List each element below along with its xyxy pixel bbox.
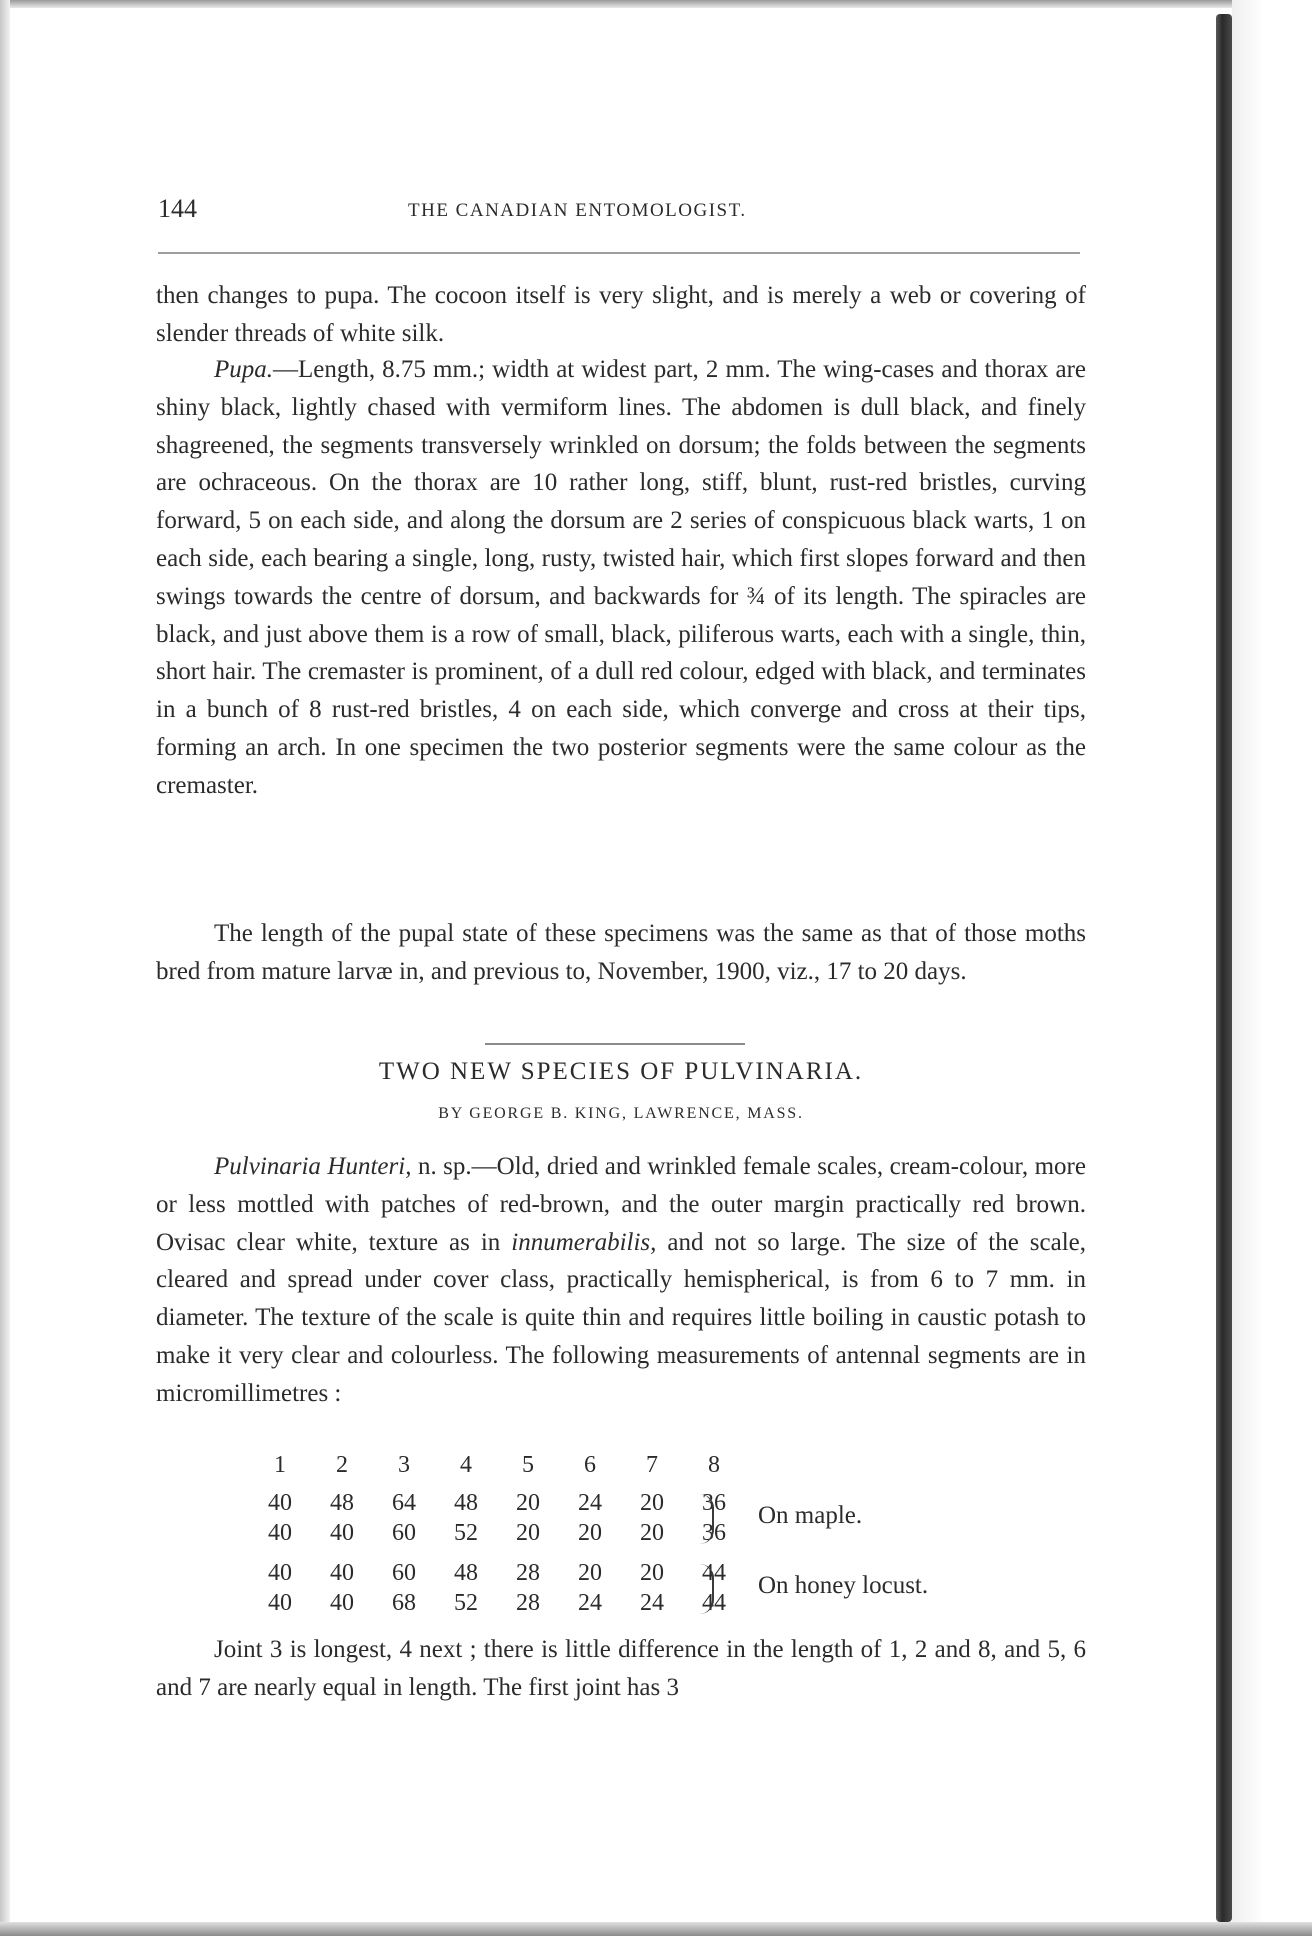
article-title: TWO NEW SPECIES OF PULVINARIA.: [378, 1058, 864, 1085]
header-cell: 8: [708, 1452, 720, 1478]
species-text-a: n. sp.—Old, dried and wrinkled female scales, cream-colour, more or less mottled with patches of red-brown, and the outer margin practically red brown. Ovisac clear white, texture as in: [156, 1153, 1086, 1256]
paragraph-cocoon-text: then changes to pupa. The cocoon itself is very slight, and is merely a web or covering of slender threads of white silk.: [156, 282, 1086, 347]
book-spine: [1216, 14, 1232, 1922]
table-row: [250, 1490, 750, 1520]
table-cell: 20: [640, 1520, 664, 1546]
table-cell: 40: [330, 1590, 354, 1616]
header-cell: 1: [274, 1452, 286, 1478]
table-cell: 24: [640, 1590, 664, 1616]
table-cell: 28: [516, 1590, 540, 1616]
table-row: [250, 1520, 750, 1550]
table-cell: 20: [640, 1490, 664, 1516]
group-label-honey-locust: On honey locust.: [758, 1572, 929, 1599]
table-cell: 40: [268, 1560, 292, 1586]
header-rule: [158, 252, 1080, 254]
section-divider: [485, 1043, 745, 1045]
header-cell: 6: [584, 1452, 596, 1478]
table-cell: 36: [702, 1520, 726, 1546]
scan-left-edge: [0, 0, 10, 1936]
species-name: Pulvinaria Hunteri,: [214, 1153, 412, 1180]
table-cell: 64: [392, 1490, 416, 1516]
table-cell: 24: [578, 1490, 602, 1516]
table-cell: 60: [392, 1560, 416, 1586]
table-cell: 48: [330, 1490, 354, 1516]
group-brace: [698, 1564, 714, 1614]
header-cell: 5: [522, 1452, 534, 1478]
journal-title: THE CANADIAN ENTOMOLOGIST.: [408, 200, 747, 221]
pupa-label: Pupa.: [214, 356, 274, 383]
table-header-row: [250, 1452, 750, 1482]
species-text-b: and not so large. The size of the scale, cleared and spread under cover class, practically hemispherical, is from 6 to 7 mm. in diameter. The texture of the scale is quite thin and requires little boiling in caustic potash to make it very clear and colourless. The following measurements of antennal segments are in micromillimetres :: [156, 1228, 1086, 1407]
paragraph-cocoon: [156, 277, 1086, 353]
header-cell: 7: [646, 1452, 658, 1478]
scan-top-edge: [0, 0, 1312, 8]
table-cell: 20: [578, 1560, 602, 1586]
table-cell: 40: [268, 1520, 292, 1546]
table-row: [250, 1560, 750, 1590]
article-byline: BY GEORGE B. KING, LAWRENCE, MASS.: [438, 1105, 804, 1122]
header-cell: 3: [398, 1452, 410, 1478]
table-row: [250, 1590, 750, 1620]
group-brace: [698, 1494, 714, 1544]
table-cell: 20: [578, 1520, 602, 1546]
paragraph-joints: [156, 1631, 1086, 1707]
table-cell: 36: [702, 1490, 726, 1516]
table-cell: 40: [330, 1560, 354, 1586]
table-cell: 48: [454, 1560, 478, 1586]
scan-bottom-edge: [0, 1922, 1312, 1936]
header-cell: 4: [460, 1452, 472, 1478]
table-cell: 60: [392, 1520, 416, 1546]
joints-text: Joint 3 is longest, 4 next ; there is little difference in the length of 1, 2 and 8, and 5, 6 and 7 are nearly equal in length. The first joint has 3: [156, 1636, 1086, 1701]
paragraph-pupal-state: [156, 915, 1086, 991]
page-number: 144: [158, 194, 197, 223]
binding-shadow: [1232, 0, 1312, 1936]
running-head: [158, 194, 1078, 228]
table-cell: 40: [330, 1520, 354, 1546]
group-label-maple: On maple.: [758, 1502, 863, 1529]
pupa-description: —Length, 8.75 mm.; width at widest part, 2 mm. The wing-cases and thorax are shiny black, lightly chased with vermiform lines. The abdomen is dull black, and finely shagreened, the segments transversely wrinkled on dorsum; the folds between the segments are ochraceous. On the thorax are 10 rather long, stiff, blunt, rust-red bristles, curving forward, 5 on each side, and along the dorsum are 2 series of conspicuous black warts, 1 on each side, each bearing a single, long, rusty, twisted hair, which first slopes forward and then swings towards the centre of dorsum, and backwards for ¾ of its length. The spiracles are black, and just above them is a row of small, black, piliferous warts, each with a single, thin, short hair. The cremaster is prominent, of a dull red colour, edged with black, and terminates in a bunch of 8 rust-red bristles, 4 on each side, which converge and cross at their tips, forming an arch. In one specimen the two posterior segments were the same colour as the cremaster.: [156, 356, 1086, 799]
table-cell: 44: [702, 1590, 726, 1616]
table-cell: 52: [454, 1590, 478, 1616]
table-cell: 68: [392, 1590, 416, 1616]
table-cell: 40: [268, 1590, 292, 1616]
table-cell: 28: [516, 1560, 540, 1586]
paragraph-pupa: [156, 351, 1086, 805]
table-cell: 20: [516, 1520, 540, 1546]
paragraph-species-description: [156, 1148, 1086, 1413]
table-cell: 24: [578, 1590, 602, 1616]
table-cell: 40: [268, 1490, 292, 1516]
table-cell: 20: [640, 1560, 664, 1586]
antennal-measurements-table: [250, 1452, 1010, 1632]
table-cell: 52: [454, 1520, 478, 1546]
pupal-state-text: The length of the pupal state of these specimens was the same as that of those moths bred from mature larvæ in, and previous to, November, 1900, viz., 17 to 20 days.: [156, 920, 1086, 985]
species-comparison-name: innumerabilis,: [511, 1228, 657, 1256]
table-cell: 48: [454, 1490, 478, 1516]
table-cell: 20: [516, 1490, 540, 1516]
header-cell: 2: [336, 1452, 348, 1478]
table-cell: 44: [702, 1560, 726, 1586]
